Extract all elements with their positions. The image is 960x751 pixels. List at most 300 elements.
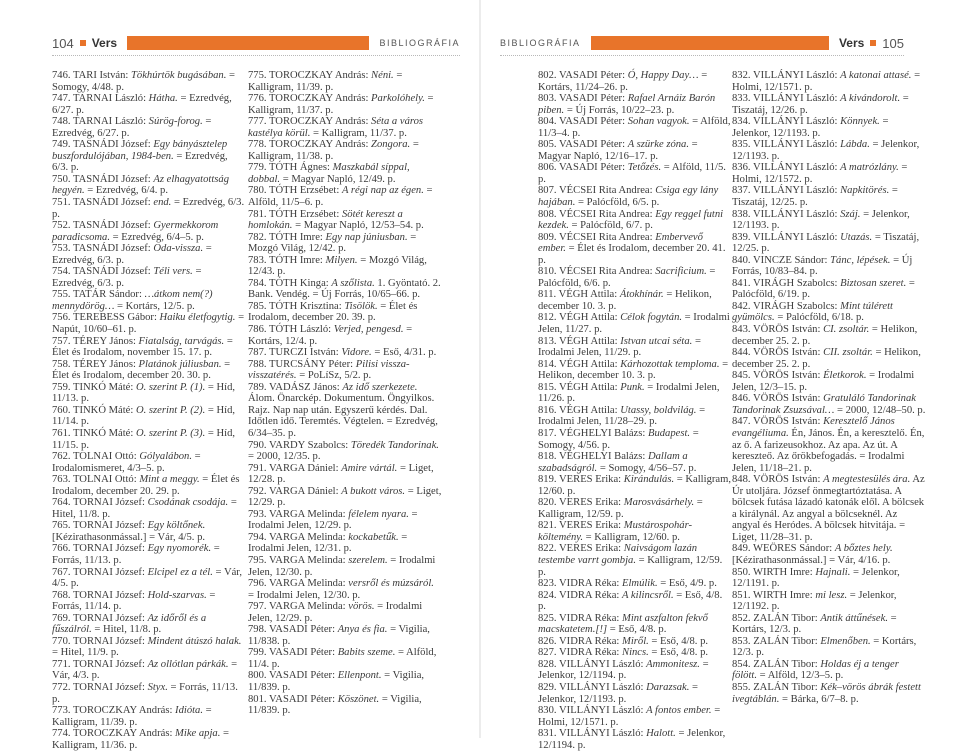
entry-source: = Ezredvég, 6/27. p. <box>52 116 212 139</box>
entry-author: TASNÁDI József: <box>73 243 151 255</box>
entry-title: CI. zsoltár. <box>823 324 870 336</box>
entry-number: 753. <box>52 243 71 255</box>
entry-author: VÉCSEI Rita Andrea: <box>559 266 653 278</box>
entry-author: VILLÁNYI László: <box>559 681 644 693</box>
entry-source: = Élet és Irodalom, december 20. 41. p. <box>538 243 726 266</box>
bibliography-entry <box>732 613 926 636</box>
bibliography-entry <box>52 567 246 590</box>
entry-author: TORNAI József: <box>73 681 145 693</box>
entry-author: VILLÁNYI László: <box>753 162 838 174</box>
entry-number: 759. <box>52 381 71 393</box>
entry-title: Maszkabál síppal, dobbal. <box>248 162 410 185</box>
bibliography-entry <box>732 567 926 590</box>
column-right-2 <box>732 70 926 705</box>
entry-source: = Ezredvég, 6/3. p. <box>52 197 245 220</box>
entry-author: VILLÁNYI László: <box>559 705 644 717</box>
entry-source: = 2000, 12/48–50. p. <box>834 404 926 416</box>
entry-author: TORNAI József: <box>73 566 145 578</box>
entry-source: = Ezredvég, 6/4. p. <box>84 185 168 197</box>
entry-number: 775. <box>248 70 267 81</box>
entry-title: Lábda. <box>840 139 870 151</box>
entry-title: Csodának csodája. <box>147 497 229 509</box>
entry-number: 853. <box>732 635 751 647</box>
accent-square <box>80 40 86 46</box>
entry-number: 817. <box>538 427 557 439</box>
entry-number: 807. <box>538 185 557 197</box>
entry-author: VARGA Melinda: <box>269 554 346 566</box>
entry-title: Az időről és a fűszálról. <box>52 612 207 636</box>
entry-source: = Palócföld, 6/7. p. <box>568 220 653 232</box>
entry-title: Sötét kereszt a homlokán. <box>248 208 403 232</box>
entry-source: = Alföld, 12/3–5. p. <box>757 670 844 682</box>
entry-source: = Ezredvég, 6/3. p. <box>52 243 212 266</box>
entry-author: TÓTH Kinga: <box>269 277 329 289</box>
entry-title: Dallam a szabadságról. <box>538 451 688 474</box>
bibliography-entry <box>248 347 442 359</box>
bibliography-entry <box>52 174 246 197</box>
bibliography-entry <box>538 185 732 208</box>
entry-title: Embervevő ember. <box>538 231 703 255</box>
entry-title: vörös. <box>348 601 375 613</box>
entry-title: Antik áttűnések. <box>820 612 888 624</box>
entry-title: Darazsak. <box>646 681 690 693</box>
entry-source: = Eső, 4/8. p. <box>538 589 723 613</box>
entry-number: 763. <box>52 474 71 486</box>
page-header-left <box>52 32 460 54</box>
entry-title: Sohan vagyok. <box>627 116 690 128</box>
entry-title: A katonai attasé. <box>840 70 912 81</box>
entry-number: 774. <box>52 728 71 740</box>
entry-author: WEÖRES Sándor: <box>753 543 833 555</box>
entry-number: 854. <box>732 658 751 670</box>
entry-title: Kárhozottak temploma. <box>620 358 720 370</box>
entry-title: Babits szeme. <box>337 647 396 659</box>
bibliography-entry <box>52 139 246 174</box>
entry-source: = Liget, 12/28. p. <box>248 462 434 486</box>
entry-number: 783. <box>248 254 267 266</box>
bibliography-entry <box>248 185 442 208</box>
entry-number: 818. <box>538 451 557 463</box>
entry-source: = Mozgó Világ, 12/43. p. <box>248 254 427 278</box>
entry-source: = Jelenkor, 12/1192. p. <box>732 589 897 613</box>
entry-title: …átkom nem(?) mennydörög… <box>52 289 213 312</box>
entry-author: VASADI Péter: <box>559 70 626 81</box>
entry-author: TORNAI József: <box>73 543 145 555</box>
entry-author: TOROCZKAY András: <box>269 139 369 151</box>
entry-author: VÉGHELYI Balázs: <box>559 427 646 439</box>
entry-number: 750. <box>52 173 71 185</box>
entry-title: end. <box>153 197 172 209</box>
entry-source: = Jelenkor, 12/1194. p. <box>538 658 709 682</box>
entry-title: Holdas éj a tenger fölött. <box>732 658 899 682</box>
entry-source: = Kalligram, 12/59. p. <box>538 497 703 520</box>
bibliography-entry <box>52 405 246 428</box>
entry-number: 831. <box>538 728 557 740</box>
accent-bar <box>591 36 829 50</box>
entry-source: = Forrás, 11/13. p. <box>52 681 238 705</box>
entry-number: 792. <box>248 485 267 497</box>
entry-author: VÉCSEI Rita Andrea: <box>559 185 653 197</box>
bibliography-entry <box>248 162 442 185</box>
entry-source: = Kalligram, 11/38. p. <box>248 139 419 162</box>
page-number: 105 <box>882 35 904 51</box>
entry-source: Álom. Önarckép. Dokumentum. Öngyilkos. Rajz. Nap nap után. Egyszerű kérdés. Dal. Időtlen idő. Teremtés. Végtelen. = Ezredvég, 6/34–35. p. <box>248 393 438 439</box>
bibliography-entry <box>538 70 732 93</box>
entry-author: VILLÁNYI László: <box>753 93 838 105</box>
bibliography-entry <box>538 116 732 139</box>
entry-title: Az ollótlan párkák. <box>147 658 229 670</box>
entry-source: = Helikon, december 10. 3. p. <box>538 289 712 312</box>
entry-author: VÖRÖS István: <box>753 347 821 359</box>
bibliography-entry <box>52 543 246 566</box>
entry-number: 771. <box>52 658 71 670</box>
entry-number: 794. <box>248 531 267 543</box>
entry-title: O. szerint P. (3). <box>135 427 206 439</box>
entry-title: Tánc, lépések. <box>830 254 891 266</box>
bibliography-entry <box>52 497 246 520</box>
entry-source: Az Úr utoljára. József önmegtartóztatása. A bölcsek futása lázadó katonák elől. A bölcsek a királynál. Az angyal a bölcseknél. Az angyal és Heródes. A bölcsek hitvitája. = Liget, 11/28–31. p. <box>732 474 925 543</box>
entry-author: VÉGH Attila: <box>559 404 618 416</box>
entry-source: = Híd, 11/13. p. <box>52 381 236 405</box>
entry-source: = Helikon, december 10. 3. p. <box>538 358 729 382</box>
bibliography-entry <box>538 636 732 648</box>
entry-author: ZALÁN Tibor: <box>753 681 818 693</box>
entry-number: 766. <box>52 543 71 555</box>
entry-title: Egy nyomorék. <box>147 543 212 555</box>
entry-author: VERES Erika: <box>559 520 622 532</box>
entry-number: 785. <box>248 300 267 312</box>
entry-number: 821. <box>538 520 557 532</box>
entry-number: 756. <box>52 312 71 324</box>
entry-author: VÉGH Attila: <box>559 335 618 347</box>
entry-author: TORNAI József: <box>73 589 145 601</box>
entry-number: 823. <box>538 578 557 590</box>
entry-source: = Holmi, 12/1572. p. <box>732 162 908 185</box>
entry-number: 855. <box>732 681 751 693</box>
bibliography-entry <box>732 324 926 347</box>
bibliography-entry <box>538 266 732 289</box>
entry-source: = Palócföld, 6/5. p. <box>575 197 660 209</box>
entry-number: 844. <box>732 347 751 359</box>
entry-number: 772. <box>52 681 71 693</box>
entry-source: = Tiszatáj, 12/25. p. <box>732 185 898 209</box>
entry-source: = Tiszatáj, 12/26. p. <box>732 93 909 116</box>
entry-number: 798. <box>248 624 267 636</box>
entry-author: ZALÁN Tibor: <box>753 635 818 647</box>
entry-title: Utazás. <box>840 231 873 243</box>
entry-number: 768. <box>52 589 71 601</box>
bibliography-entry <box>248 463 442 486</box>
entry-number: 767. <box>52 566 71 578</box>
entry-title: Zongora. <box>371 139 411 151</box>
entry-number: 749. <box>52 139 71 151</box>
entry-number: 829. <box>538 681 557 693</box>
entry-author: TEREBESS Gábor: <box>73 312 157 324</box>
entry-source: [Kézirathasonmással.] = Vár, 4/5. p. <box>52 531 206 543</box>
bibliography-entry <box>732 301 926 324</box>
entry-author: TORNAI József: <box>73 658 145 670</box>
entry-author: TASNÁDI József: <box>73 266 151 278</box>
entry-author: TORNAI József: <box>73 497 145 509</box>
entry-author: VILLÁNYI László: <box>753 139 838 151</box>
entry-title: Hold-szarvas. <box>147 589 207 601</box>
entry-title: A szürke zóna. <box>627 139 689 151</box>
entry-title: Halott. <box>646 728 676 740</box>
entry-source: = Eső, 4/8. p. <box>648 635 709 647</box>
entry-author: VÖRÖS István: <box>753 370 821 382</box>
entry-title: Egy reggel futni kezdek. <box>538 208 724 232</box>
bibliography-entry <box>538 682 732 705</box>
bibliography-entry <box>538 289 732 312</box>
entry-title: Oda-vissza. <box>153 243 204 255</box>
accent-bar <box>127 36 369 50</box>
entry-number: 845. <box>732 370 751 382</box>
entry-source: = Kalligram, 11/37. p. <box>310 127 407 139</box>
bibliography-entry <box>538 497 732 520</box>
entry-number: 834. <box>732 116 751 128</box>
entry-author: TATÁR Sándor: <box>73 289 142 301</box>
bibliography-entry <box>538 405 732 428</box>
entry-author: VÉGH Attila: <box>559 381 618 393</box>
entry-author: VARGA Melinda: <box>269 508 346 520</box>
bibliography-entry <box>538 336 732 359</box>
entry-number: 813. <box>538 335 557 347</box>
bibliography-entry <box>52 451 246 474</box>
bibliography-entry <box>248 532 442 555</box>
entry-title: Célok fogytán. <box>620 312 683 324</box>
entry-source: = Kortárs, 11/24–26. p. <box>538 70 708 93</box>
entry-number: 803. <box>538 93 557 105</box>
entry-title: Hátha. <box>148 93 178 105</box>
entry-source: = Irodalomismeret, 4/3–5. p. <box>52 451 201 474</box>
entry-number: 779. <box>248 162 267 174</box>
entry-title: A bőztes hely. <box>834 543 893 555</box>
entry-number: 849. <box>732 543 751 555</box>
entry-author: TASNÁDI József: <box>73 139 151 151</box>
entry-author: TÓTH Imre: <box>269 254 323 266</box>
bibliography-entry <box>538 474 732 497</box>
bibliography-entry <box>732 370 926 393</box>
entry-source: = Holmi, 12/1571. p. <box>538 705 721 728</box>
entry-title: A szőlista. <box>331 277 375 289</box>
entry-title: Napkitörés. <box>840 185 890 197</box>
entry-number: 802. <box>538 70 557 81</box>
bibliography-entry <box>732 347 926 370</box>
entry-author: TÉREY János: <box>73 335 136 347</box>
entry-author: VIRÁGH Szabolcs: <box>753 300 838 312</box>
entry-number: 812. <box>538 312 557 324</box>
entry-number: 804. <box>538 116 557 128</box>
entry-title: Amire vártál. <box>341 462 398 474</box>
entry-title: Az elhagyatottság hegyén. <box>52 173 230 197</box>
entry-author: VARGA Melinda: <box>269 531 346 543</box>
bibliography-entry <box>52 728 246 751</box>
entry-title: Sacrificium. <box>655 266 707 278</box>
entry-number: 826. <box>538 635 557 647</box>
entry-author: TÓTH Imre: <box>269 231 323 243</box>
bibliography-entry <box>52 70 246 93</box>
entry-source: = Forrás, 11/14. p. <box>52 589 216 613</box>
bibliography-entry <box>538 705 732 728</box>
entry-source: [Kézirathasonmással.] = Vár, 4/16. p. <box>732 554 891 566</box>
entry-number: 832. <box>732 70 751 81</box>
bibliography-entry <box>732 659 926 682</box>
bibliography-entry <box>52 289 246 312</box>
entry-title: mi lesz. <box>815 589 848 601</box>
entry-author: TOROCZKAY András: <box>269 116 369 128</box>
entry-number: 833. <box>732 93 751 105</box>
bibliography-entry <box>52 636 246 659</box>
bibliography-entry <box>732 209 926 232</box>
entry-author: TOROCZKAY András: <box>269 70 369 81</box>
entry-number: 746. <box>52 70 71 81</box>
entry-author: VARGA Melinda: <box>269 601 346 613</box>
entry-title: Egy költőnek. <box>147 520 206 532</box>
entry-number: 816. <box>538 404 557 416</box>
entry-source: = Kalligram, 12/59. p. <box>538 554 723 578</box>
bibliography-entry <box>248 624 442 647</box>
entry-author: VERES Erika: <box>559 543 622 555</box>
bibliography-entry <box>538 647 732 659</box>
bibliography-entry <box>248 359 442 382</box>
entry-source: = Kalligram, 11/39. p. <box>248 70 403 93</box>
entry-source: = Élet és Irodalom, december 20. 39. p. <box>248 300 418 324</box>
entry-author: TÓTH Erzsébet: <box>269 185 340 197</box>
entry-source: = Kalligram, 11/37. p. <box>248 93 434 116</box>
bibliography-entry <box>732 416 926 474</box>
entry-source: = Irodalmi Jelen, 12/30. p. <box>248 554 436 578</box>
entry-author: TOLNAI Ottó: <box>73 474 137 486</box>
entry-number: 842. <box>732 300 751 312</box>
entry-author: TOROCZKAY András: <box>269 93 369 105</box>
entry-source: = Jelenkor, 12/1193. p. <box>732 139 920 162</box>
entry-author: VIDRA Réka: <box>559 647 620 659</box>
bibliography-entry <box>538 520 732 543</box>
bibliography-entry <box>538 543 732 578</box>
entry-number: 758. <box>52 358 71 370</box>
entry-number: 780. <box>248 185 267 197</box>
entry-source: = Eső, 4/8. p. <box>607 624 667 636</box>
entry-number: 837. <box>732 185 751 197</box>
entry-author: ZALÁN Tibor: <box>753 658 818 670</box>
entry-source: = Irodalmi Jelen, 12/31. p. <box>248 531 408 555</box>
entry-source: = Napút, 10/60–61. p. <box>52 312 245 336</box>
entry-number: 795. <box>248 554 267 566</box>
entry-number: 799. <box>248 647 267 659</box>
bibliography-entry <box>732 139 926 162</box>
bibliography-entry <box>732 682 926 705</box>
bibliography-entry <box>52 428 246 451</box>
entry-title: Fiatalság, tarvágás. <box>138 335 225 347</box>
header-rule <box>52 55 460 57</box>
entry-source: Én, János. Én, a keresztelő. Én, az ő. A farizeusokhoz. Az apa. Az út. A kereszteő. Az őrökbefogadás. = Irodalmi Jelen, 11/18–21. p. <box>732 427 925 474</box>
bibliography-entry <box>52 220 246 243</box>
entry-source: = Eső, 4/31. p. <box>371 347 437 359</box>
entry-number: 847. <box>732 416 751 428</box>
entry-title: Biztosan szeret. <box>840 277 907 289</box>
entry-title: Vidore. <box>341 347 372 359</box>
entry-author: VÉGHELYI Balázs: <box>559 451 646 463</box>
entry-title: Hajnali. <box>815 566 851 578</box>
entry-title: Miről. <box>622 635 649 647</box>
entry-source: = Palócföld, 6/18. p. <box>774 312 864 324</box>
entry-source: = Forrás, 11/13. p. <box>52 543 220 566</box>
bibliography-entry <box>52 359 246 382</box>
entry-source: = Irodalmi Jelen, 11/27. p. <box>538 312 730 336</box>
entry-title: Az idő szerkezete. <box>342 381 418 393</box>
section-title: Vers <box>91 36 118 50</box>
entry-author: VÖRÖS István: <box>753 416 821 428</box>
entry-author: TORNAI József: <box>73 635 145 647</box>
bibliography-entry <box>248 278 442 301</box>
entry-number: 769. <box>52 612 71 624</box>
entry-title: Pilisi vissza-visszatérés. <box>248 358 410 382</box>
entry-title: A megtestesülés ára. <box>823 474 911 486</box>
entry-title: O. szerint P. (1). <box>135 381 206 393</box>
entry-title: Haiku életfogytig. <box>159 312 236 324</box>
bibliography-entry <box>52 266 246 289</box>
bibliography-entry <box>732 185 926 208</box>
bibliography-entry <box>732 590 926 613</box>
entry-title: Budapest. <box>647 427 691 439</box>
entry-source: = Alföld, 11/5. p. <box>538 162 726 185</box>
entry-author: VILLÁNYI László: <box>559 658 644 670</box>
entry-number: 778. <box>248 139 267 151</box>
bibliography-entry <box>52 382 246 405</box>
entry-number: 851. <box>732 589 751 601</box>
entry-title: Milyen. <box>325 254 358 266</box>
bibliography-entry <box>248 301 442 324</box>
bibliography-entry <box>248 255 442 278</box>
bibliography-entry <box>52 93 246 116</box>
entry-number: 752. <box>52 220 71 232</box>
bibliography-entry <box>538 359 732 382</box>
entry-author: VASADI Péter: <box>559 162 626 174</box>
entry-title: Istvan utcai séta. <box>620 335 693 347</box>
bibliography-entry <box>732 116 926 139</box>
entry-number: 789. <box>248 381 267 393</box>
entry-author: VILLÁNYI László: <box>753 208 838 220</box>
entry-source: = Magyar Napló, 12/16–17. p. <box>538 139 698 162</box>
entry-author: VERES Erika: <box>559 474 622 486</box>
entry-source: = Magyar Napló, 12/49. p. <box>280 173 396 185</box>
entry-number: 784. <box>248 277 267 289</box>
bibliography-entry <box>52 682 246 705</box>
page-header-right <box>500 32 904 54</box>
page-number: 104 <box>52 35 74 51</box>
entry-author: VÖRÖS István: <box>753 324 821 336</box>
entry-source: = Helikon, december 25. 2. p. <box>732 347 921 370</box>
entry-title: Elmenőben. <box>820 635 871 647</box>
bibliography-entry <box>538 613 732 636</box>
entry-title: Naivságom lazán testembe varrt gombja. <box>538 543 698 566</box>
entry-source: = Kalligram, 11/39. p. <box>52 705 212 728</box>
bibliography-entry <box>248 440 442 463</box>
entry-author: TOROCZKAY András: <box>73 705 173 717</box>
bibliography-entry <box>732 162 926 185</box>
entry-title: Mustárospohár-költemény. <box>538 520 693 543</box>
bibliography-entry <box>52 243 246 266</box>
column-left-1 <box>52 70 246 751</box>
entry-author: VIDRA Réka: <box>559 635 620 647</box>
entry-title: Téli vers. <box>153 266 193 278</box>
entry-number: 822. <box>538 543 557 555</box>
bibliography-entry <box>538 578 732 590</box>
entry-title: Egy nap júniusban. <box>325 231 408 243</box>
entry-number: 796. <box>248 578 267 590</box>
entry-number: 805. <box>538 139 557 151</box>
entry-author: WIRTH Imre: <box>753 566 813 578</box>
